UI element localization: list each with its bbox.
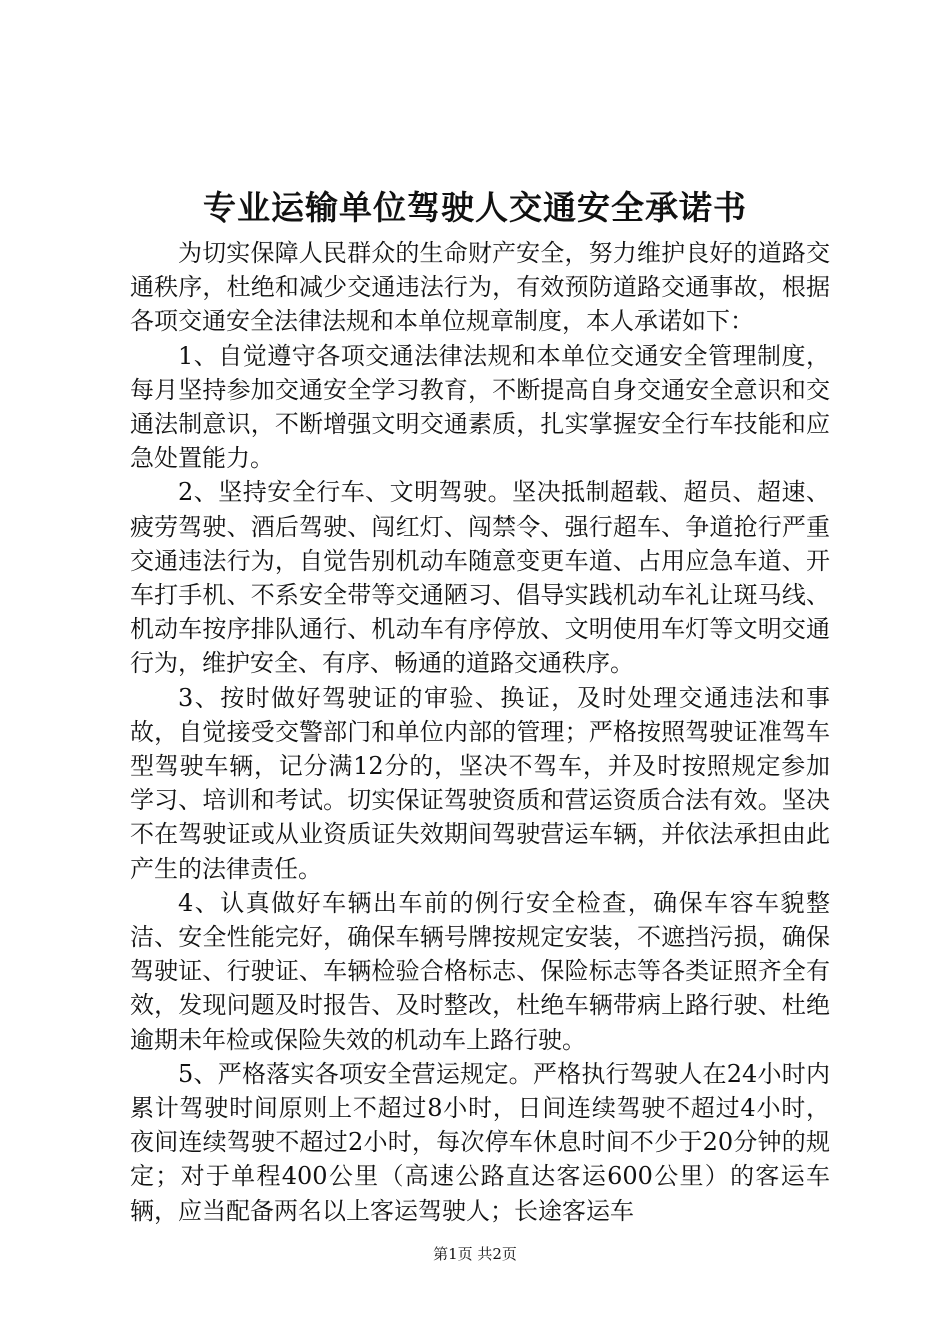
document-body [130, 236, 830, 1228]
document-title: 专业运输单位驾驶人交通安全承诺书 [203, 188, 747, 227]
intro-paragraph: 为切实保障人民群众的生命财产安全，努力维护良好的道路交通秩序，杜绝和减少交通违法行为，有效预防道路交通事故，根据各项交通安全法律法规和本单位规章制度，本人承诺如下： [130, 239, 830, 336]
page-footer: 第1页 共2页 [433, 1245, 517, 1263]
clause-1-paragraph: 1、自觉遵守各项交通法律法规和本单位交通安全管理制度，每月坚持参加交通安全学习教育，不断提高自身交通安全意识和交通法制意识，不断增强文明交通素质，扎实掌握安全行车技能和应急处置能力。 [130, 341, 830, 473]
clause-3-paragraph: 3、按时做好驾驶证的审验、换证，及时处理交通违法和事故，自觉接受交警部门和单位内部的管理；严格按照驾驶证准驾车型驾驶车辆，记分满12分的，坚决不驾车，并及时按照规定参加学习、培训和考试。切实保证驾驶资质和营运资质合法有效。坚决不在驾驶证或从业资质证失效期间驾驶营运车辆，并依法承担由此产生的法律责任。 [130, 683, 830, 883]
clause-5-paragraph: 5、严格落实各项安全营运规定。严格执行驾驶人在24小时内累计驾驶时间原则上不超过8小时，日间连续驾驶不超过4小时，夜间连续驾驶不超过2小时，每次停车休息时间不少于20分钟的规定；对于单程400公里（高速公路直达客运600公里）的客运车辆，应当配备两名以上客运驾驶人；长途客运车 [130, 1059, 830, 1225]
clause-2-paragraph: 2、坚持安全行车、文明驾驶。坚决抵制超载、超员、超速、疲劳驾驶、酒后驾驶、闯红灯、闯禁令、强行超车、争道抢行严重交通违法行为，自觉告别机动车随意变更车道、占用应急车道、开车打手机、不系安全带等交通陋习、倡导实践机动车礼让斑马线、机动车按序排队通行、机动车有序停放、文明使用车灯等文明交通行为，维护安全、有序、畅通的道路交通秩序。 [130, 478, 830, 678]
clause-4-paragraph: 4、认真做好车辆出车前的例行安全检查，确保车容车貌整洁、安全性能完好，确保车辆号牌按规定安装，不遮挡污损，确保驾驶证、行驶证、车辆检验合格标志、保险标志等各类证照齐全有效，发现问题及时报告、及时整改，杜绝车辆带病上路行驶、杜绝逾期未年检或保险失效的机动车上路行驶。 [130, 888, 830, 1054]
